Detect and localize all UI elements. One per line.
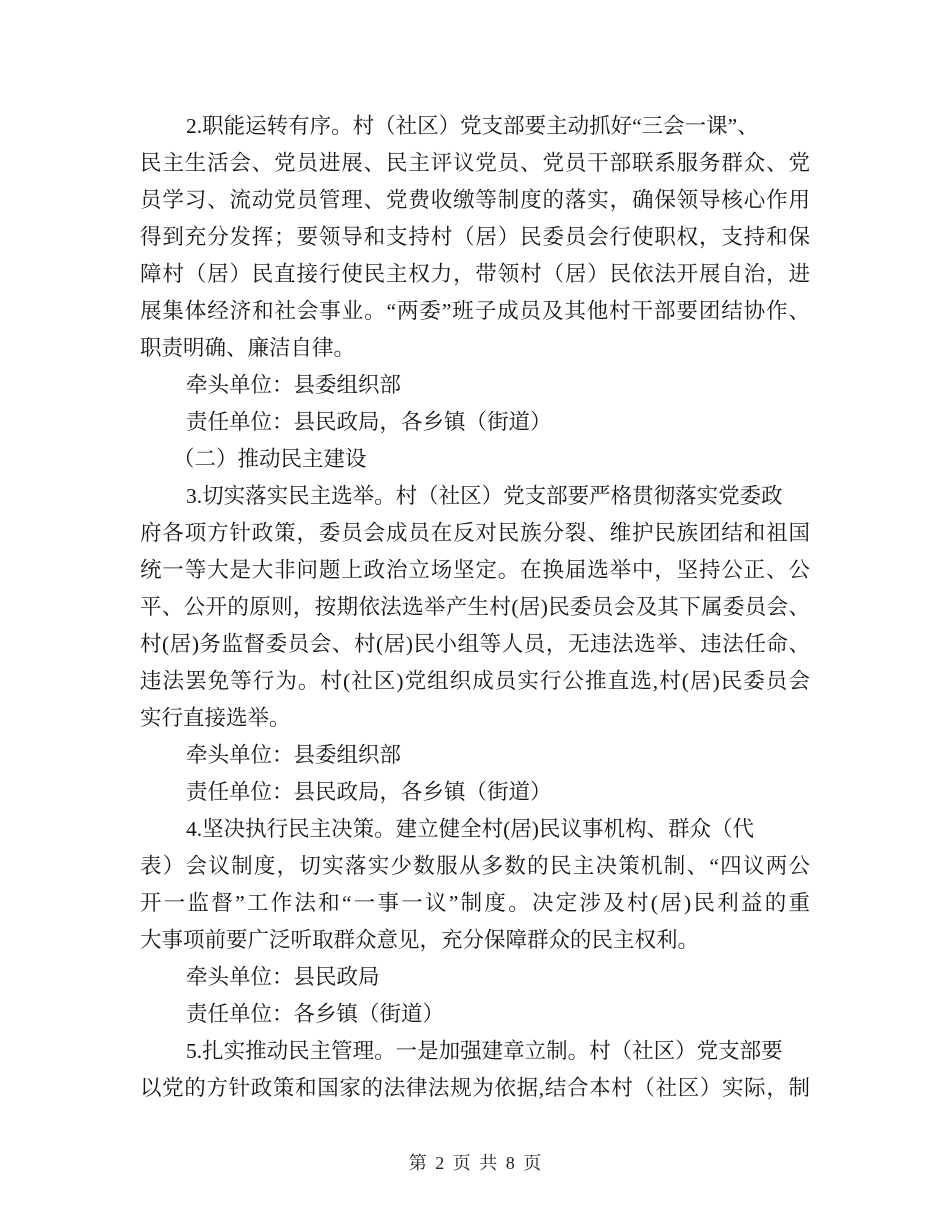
text-line: 大事项前要广泛听取群众意见，充分保障群众的民主权利。	[140, 928, 700, 952]
text-line: 3.切实落实民主选举。村（社区）党支部要严格贯彻落实党委政	[186, 484, 783, 508]
page-footer	[0, 1150, 950, 1176]
text-line: 员学习、流动党员管理、党费收缴等制度的落实，确保领导核心作用	[140, 188, 810, 212]
lead-unit-line	[140, 367, 810, 404]
text-line: 民主生活会、党员进展、民主评议党员、党员干部联系服务群众、党	[140, 151, 810, 175]
paragraph-item-4	[140, 811, 810, 959]
text-line: 2.职能运转有序。村（社区）党支部要主动抓好“三会一课”、	[186, 114, 759, 138]
text-line: 责任单位：县民政局，各乡镇（街道）	[186, 780, 552, 804]
heading-text: （二）推动民主建设	[173, 447, 367, 471]
text-line: 牵头单位：县委组织部	[186, 373, 402, 397]
text-line: 职责明确、廉洁自律。	[140, 336, 356, 360]
paragraph-item-2	[140, 108, 810, 367]
responsible-unit-line	[140, 996, 810, 1033]
page-number-label: 第 2 页 共 8 页	[408, 1153, 542, 1173]
text-line: 平、公开的原则，按期依法选举产生村(居)民委员会及其下属委员会、	[140, 595, 810, 619]
lead-unit-line	[140, 959, 810, 996]
section-heading	[140, 441, 810, 478]
text-line: 障村（居）民直接行使民主权力，带领村（居）民依法开展自治，进	[140, 262, 810, 286]
text-line: 责任单位：县民政局，各乡镇（街道）	[186, 410, 552, 434]
text-line: 以党的方针政策和国家的法律法规为依据,结合本村（社区）实际，制	[140, 1076, 810, 1100]
text-line: 5.扎实推动民主管理。一是加强建章立制。村（社区）党支部要	[186, 1039, 783, 1063]
lead-unit-line	[140, 737, 810, 774]
text-line: 得到充分发挥；要领导和支持村（居）民委员会行使职权，支持和保	[140, 225, 810, 249]
document-body	[140, 108, 810, 1107]
text-line: 实行直接选举。	[140, 706, 291, 730]
text-line: 展集体经济和社会事业。“两委”班子成员及其他村干部要团结协作、	[140, 299, 810, 323]
text-line: 开一监督”工作法和“一事一议”制度。决定涉及村(居)民利益的重	[140, 891, 810, 915]
responsible-unit-line	[140, 404, 810, 441]
paragraph-item-5	[140, 1033, 810, 1107]
text-line: 责任单位：各乡镇（街道）	[186, 1002, 445, 1026]
responsible-unit-line	[140, 774, 810, 811]
text-line: 牵头单位：县民政局	[186, 965, 380, 989]
text-line: 村(居)务监督委员会、村(居)民小组等人员，无违法选举、违法任命、	[140, 632, 810, 656]
text-line: 违法罢免等行为。村(社区)党组织成员实行公推直选,村(居)民委员会	[140, 669, 810, 693]
text-line: 牵头单位：县委组织部	[186, 743, 402, 767]
text-line: 表）会议制度，切实落实少数服从多数的民主决策机制、“四议两公	[140, 854, 810, 878]
text-line: 府各项方针政策，委员会成员在反对民族分裂、维护民族团结和祖国	[140, 521, 810, 545]
text-line: 统一等大是大非问题上政治立场坚定。在换届选举中，坚持公正、公	[140, 558, 810, 582]
text-line: 4.坚决执行民主决策。建立健全村(居)民议事机构、群众（代	[186, 817, 754, 841]
paragraph-item-3	[140, 478, 810, 737]
